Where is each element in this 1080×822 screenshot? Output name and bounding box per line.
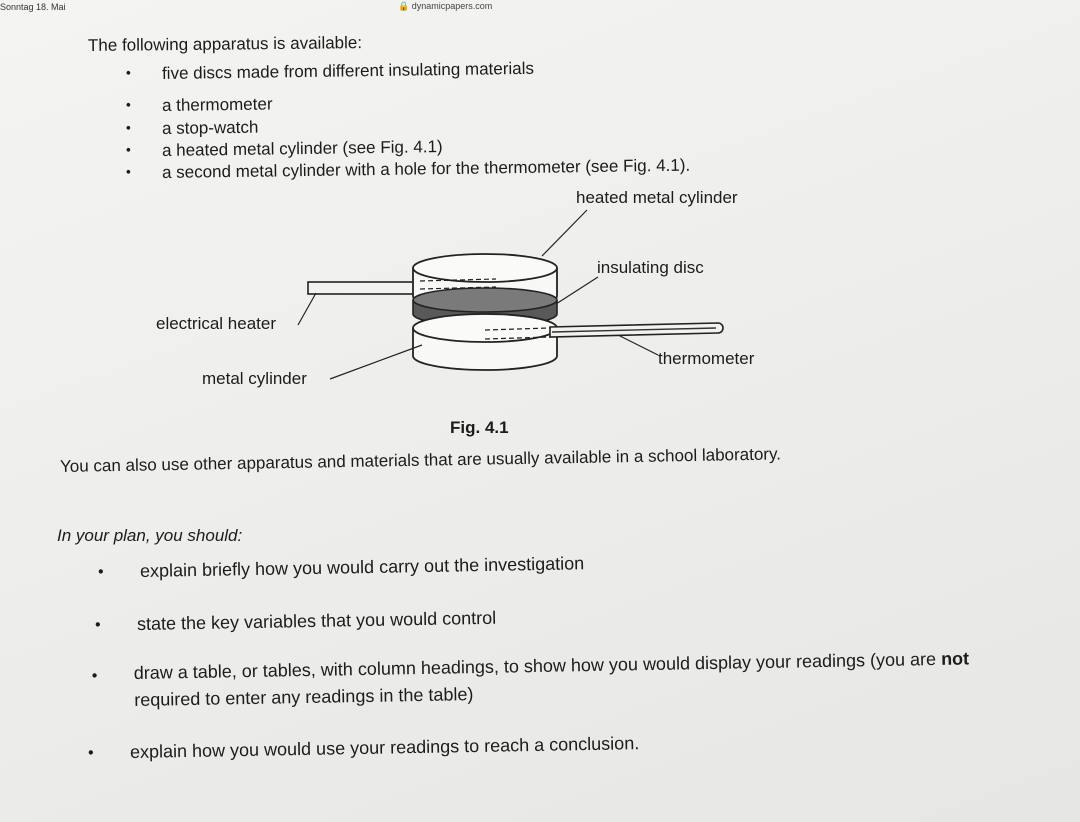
also-text: You can also use other apparatus and materials that are usually available in a school laboratory. [59,444,782,476]
bullet-icon: • [94,616,101,634]
leader-thermometer [618,335,658,355]
leader-metal-cylinder [330,345,422,379]
leader-heated-cylinder [542,210,587,256]
bullet-icon: • [125,119,131,136]
apparatus-text: five discs made from different insulating materials [161,58,535,83]
apparatus-text: a stop-watch [161,117,259,138]
label-heated-cylinder: heated metal cylinder [576,188,738,207]
figure-4-1 [140,180,820,420]
apparatus-item [125,117,259,139]
bullet-icon: • [91,667,98,685]
insulating-disc-top [413,288,557,312]
leader-electrical-heater [298,293,316,325]
status-url[interactable]: 🔒 dynamicpapers.com [398,1,493,11]
apparatus-item [125,94,273,116]
label-thermometer: thermometer [658,349,755,368]
task-text: explain briefly how you would carry out the investigation [139,553,585,581]
intro-text: The following apparatus is available: [87,33,363,55]
label-metal-cylinder: metal cylinder [202,369,307,388]
task-text-end: required to enter any readings in the table) [134,684,474,710]
task-text-bold: not [940,648,970,669]
heater-rod [308,282,420,294]
apparatus-text: a heated metal cylinder (see Fig. 4.1) [161,137,443,160]
apparatus-text: a second metal cylinder with a hole for the thermometer (see Fig. 4.1). [161,155,691,182]
leader-insulating-disc [556,277,598,304]
task-item [91,645,995,714]
bullet-icon: • [125,141,131,158]
apparatus-item [125,137,443,161]
bullet-icon: • [125,96,131,113]
bullet-icon: • [87,744,94,762]
url-text: dynamicpapers.com [411,1,493,11]
apparatus-item [125,58,535,84]
bullet-icon: • [125,163,131,180]
task-text-start: draw a table, or tables, with column headings, to show how you would display your readings (you are [133,648,942,684]
figure-caption: Fig. 4.1 [450,418,509,437]
task-item [97,553,585,582]
task-item [94,607,497,635]
task-item [87,733,640,763]
label-electrical-heater: electrical heater [156,314,277,333]
plan-intro: In your plan, you should: [57,526,243,545]
apparatus-text: a thermometer [161,94,273,115]
label-insulating-disc: insulating disc [597,258,704,277]
bullet-icon: • [125,64,131,81]
status-date: Sonntag 18. Mai [0,2,66,12]
heated-cylinder-top [413,254,557,282]
task-text: explain how you would use your readings to reach a conclusion. [129,733,640,762]
bullet-icon: • [97,563,104,581]
task-text: state the key variables that you would control [136,607,497,634]
